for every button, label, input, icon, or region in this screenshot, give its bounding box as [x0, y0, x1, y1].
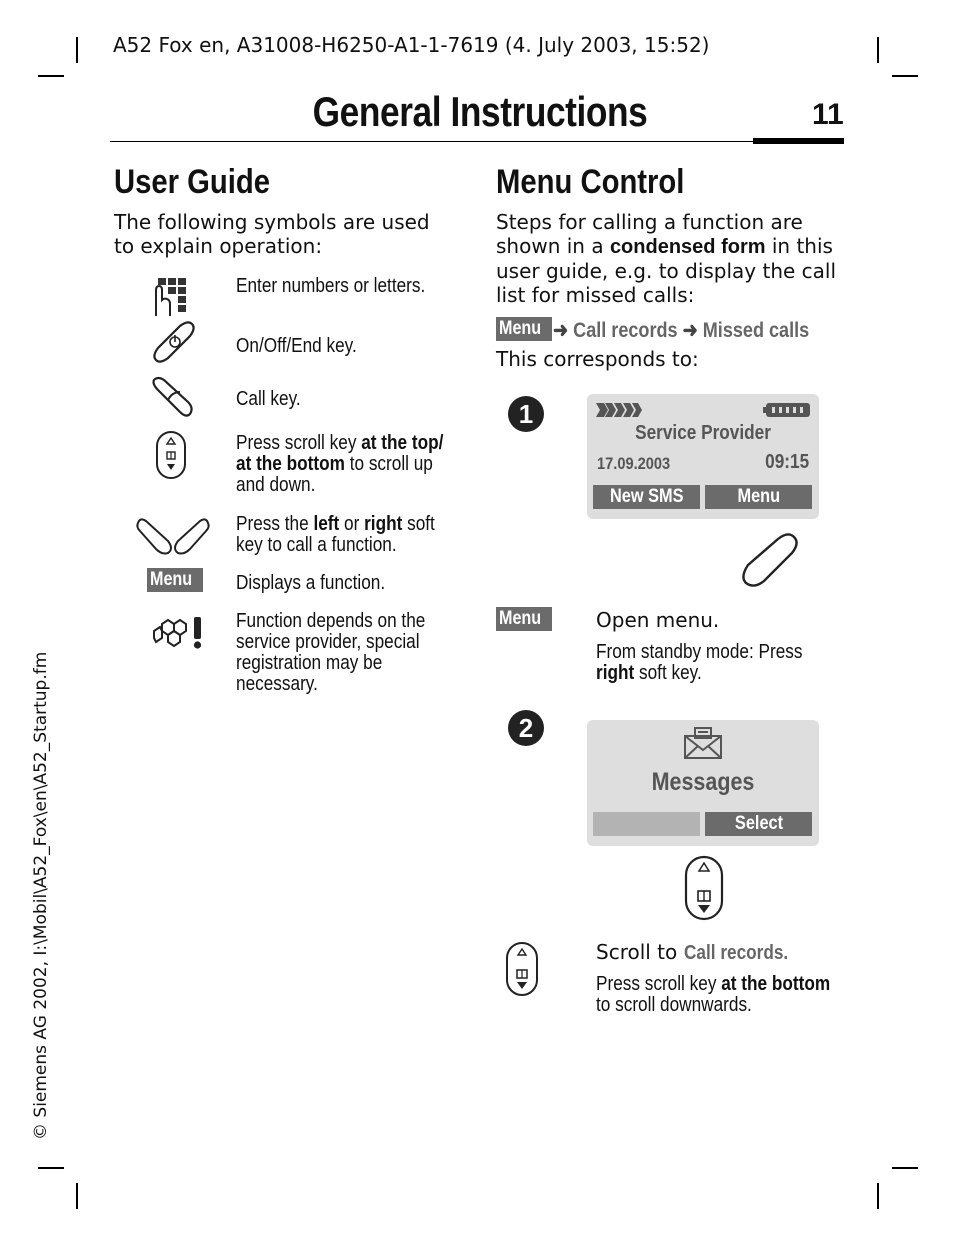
crop-mark: [877, 37, 879, 63]
menu-badge: Menu: [147, 568, 203, 592]
step2-action: Scroll to Call records.: [596, 940, 788, 964]
time-label: 09:15: [765, 451, 809, 473]
path-step-missed-calls: Missed calls: [702, 319, 810, 342]
scroll-key-icon: [155, 430, 187, 480]
phone-screen-standby: [587, 394, 819, 519]
side-file-path: © Siemens AG 2002, I:\Mobil\A52_Fox\en\A52_Startup.fm: [31, 651, 51, 1140]
scroll-down-key-icon: [505, 941, 539, 997]
end-key-icon: [150, 320, 196, 366]
empty-left-softkey[interactable]: [593, 812, 700, 836]
call-key-icon: [150, 374, 196, 420]
soft-keys-icon: [134, 515, 212, 557]
menu-softkey[interactable]: Menu: [705, 485, 812, 509]
service-provider-label: Service Provider: [635, 422, 771, 444]
keypad-description: Enter numbers or letters.: [236, 275, 426, 297]
step-number-2: 2: [508, 710, 544, 746]
date-label: 17.09.2003: [597, 454, 671, 473]
crop-mark: [38, 75, 64, 77]
scroll-key-icon: [684, 855, 724, 921]
document-header: A52 Fox en, A31008-H6250-A1-1-7619 (4. July 2003, 15:52): [113, 33, 710, 57]
corresponds-text: This corresponds to:: [496, 347, 699, 371]
messages-envelope-icon: [683, 724, 723, 760]
step1-menu-badge: Menu: [496, 607, 552, 631]
call-key-description: Call key.: [236, 388, 301, 410]
user-guide-heading: User Guide: [114, 163, 270, 201]
title-rule: [110, 141, 844, 142]
menu-badge-description: Displays a function.: [236, 572, 386, 594]
phone-screen-messages: [587, 720, 819, 846]
arrow-icon: ➜: [553, 319, 569, 342]
step1-action: Open menu.: [596, 608, 720, 632]
step-number-1: 1: [508, 396, 544, 432]
battery-icon: [763, 403, 811, 417]
path-menu-badge: Menu: [496, 317, 552, 341]
menu-control-intro: Steps for calling a function are shown in a condensed form in this user guide, e.g. to display the call list for missed calls:: [496, 210, 837, 307]
end-key-description: On/Off/End key.: [236, 335, 357, 357]
user-guide-intro: The following symbols are used to explain operation:: [114, 210, 430, 258]
messages-title: Messages: [651, 768, 755, 796]
signal-strength-icon: [596, 403, 644, 417]
arrow-icon: ➜: [682, 319, 698, 342]
path-step-call-records: Call records: [573, 319, 678, 342]
crop-mark: [892, 1167, 918, 1169]
crop-mark: [892, 75, 918, 77]
crop-mark: [76, 37, 78, 63]
step2-detail: Press scroll key at the bottom to scroll downwards.: [596, 973, 831, 1016]
page-number-bar: [753, 138, 844, 144]
keypad-icon: [150, 276, 194, 318]
menu-path: [553, 318, 809, 343]
page-title: General Instructions: [312, 88, 648, 135]
step1-detail: From standby mode: Press right soft key.: [596, 641, 803, 684]
page-number: 11: [812, 98, 844, 131]
scroll-key-description: Press scroll key at the top/ at the bottom to scroll up and down.: [236, 432, 444, 496]
crop-mark: [76, 1183, 78, 1209]
crop-mark: [38, 1167, 64, 1169]
new-sms-softkey[interactable]: New SMS: [593, 485, 700, 509]
provider-warning-description: Function depends on the service provider, special registration may be necessary.: [236, 610, 426, 695]
provider-warning-icon: [152, 614, 206, 652]
select-softkey[interactable]: Select: [705, 812, 812, 836]
soft-keys-description: Press the left or right soft key to call a function.: [236, 513, 435, 556]
crop-mark: [877, 1183, 879, 1209]
right-soft-key-icon: [740, 531, 800, 589]
menu-control-heading: Menu Control: [496, 163, 685, 201]
